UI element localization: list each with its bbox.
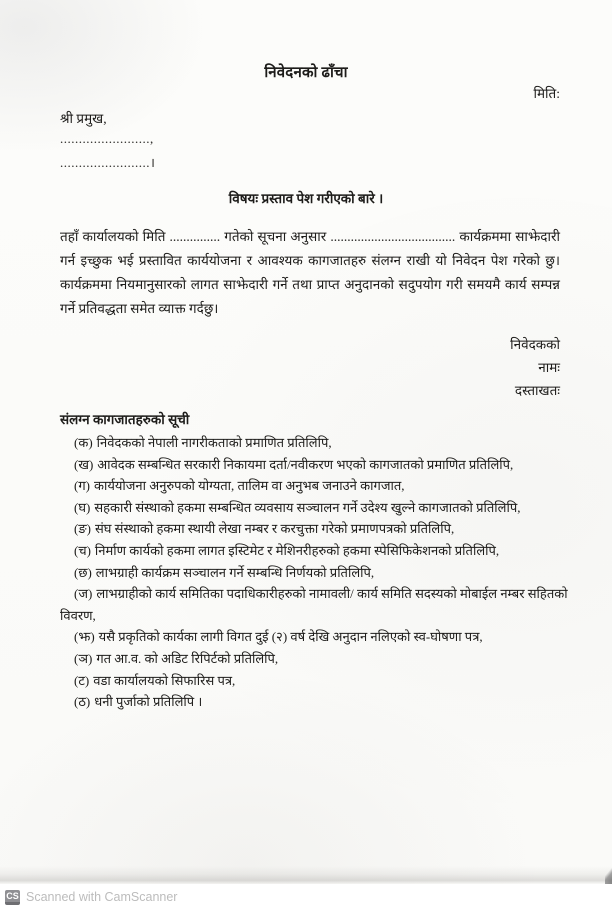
salutation: श्री प्रमुख, (60, 111, 107, 126)
item-text: गत आ.व. को अडिट रिपिर्टको प्रतिलिपि, (96, 650, 279, 666)
attachment-item (60, 691, 568, 713)
item-marker: (ट) (74, 672, 90, 688)
item-marker: (ञ) (74, 650, 93, 666)
item-marker: (घ) (74, 499, 91, 515)
address-blank-line-1: ........................, (60, 131, 154, 146)
item-marker: (क) (74, 435, 93, 450)
attachments-heading: संलग्न कागजातहरुको सूची (60, 412, 190, 427)
item-text: कार्ययोजना अनुरुपको योग्यता, तालिम वा अनुभब जनाउने कागजात, (93, 478, 405, 494)
attachment-item (60, 497, 568, 519)
subject-line: विषयः प्रस्ताव पेश गरीएको बारे । (228, 191, 384, 206)
camscanner-watermark (0, 884, 612, 910)
item-text: यसै प्रकृतिको कार्यका लागी विगत दुई (२) वर्ष देखि अनुदान नलिएको स्व-घोषणा पत्र, (98, 629, 483, 645)
signature-block (510, 333, 560, 402)
item-marker: (ज) (74, 586, 93, 602)
address-blank-line-2: ........................। (60, 155, 156, 170)
applicant-label: निवेदकको (510, 337, 560, 352)
attachment-item (60, 670, 568, 692)
attachments-list (60, 432, 568, 713)
attachment-item (60, 432, 568, 454)
item-text: संघ संस्थाको हकमा स्थायी लेखा नम्बर र करचुक्ता गरेको प्रमाणपत्रको प्रतिलिपि, (94, 521, 455, 537)
item-text: लाभग्राहीको कार्य समितिका पदाधिकारीहरुको नामावली/ कार्य समिति सदस्यको मोबाईल नम्बर सहितको विवरण, (60, 586, 568, 623)
attachment-item (60, 454, 568, 476)
item-marker: (ग) (74, 478, 90, 494)
date-label: मिति: (533, 86, 560, 101)
item-marker: (ङ) (74, 521, 91, 537)
attachment-item (60, 562, 568, 584)
scan-corner-artifact (605, 862, 612, 884)
item-text: आवेदक सम्बन्धित सरकारी निकायमा दर्ता/नवीकरण भएको कागजातको प्रमाणित प्रतिलिपि, (97, 456, 514, 472)
attachment-item (60, 626, 568, 648)
page-title: निवेदनको ढाँचा (264, 65, 348, 81)
camscanner-icon: CS (5, 890, 20, 905)
item-text: सहकारी संस्थाको हकमा सम्बन्धित व्यवसाय सञ्चालन गर्ने उदेश्य खुल्ने कागजातको प्रतिलिपि, (94, 499, 521, 515)
item-text: लाभग्राही कार्यक्रम सञ्चालन गर्ने सम्बन्धि निर्णयको प्रतिलिपि, (95, 564, 375, 580)
applicant-signature-label: दस्ताखतः (514, 383, 560, 398)
item-marker: (च) (74, 542, 91, 558)
attachment-item (60, 518, 568, 540)
applicant-name-label: नामः (538, 360, 560, 375)
item-text: धनी पुर्जाको प्रतिलिपि । (94, 694, 203, 710)
item-marker: (ख) (74, 456, 94, 472)
attachment-item (60, 540, 568, 562)
page-edge-shadow (0, 866, 612, 884)
item-marker: (ठ) (74, 694, 91, 710)
item-marker: (छ) (74, 564, 92, 580)
item-text: निर्माण कार्यको हकमा लागत इस्टिमेट र मेशिनरीहरुको हकमा स्पेसिफिकेशनको प्रतिलिपि, (94, 542, 500, 558)
attachment-item (60, 583, 568, 626)
item-marker: (झ) (74, 629, 95, 645)
body-paragraph: तहाँ कार्यालयको मिति ............... गतेको सूचना अनुसार ..................................... कार्यक्रममा साझेदारी गर्न इच्छुक भई प्रस्तावित कार्ययोजना र आवश्यक कागजातहरु संलग्न राखी यो निवेदन पेश गरेको छु। कार्यक्रममा नियमानुसारको लागत साझेदारी गर्ने तथा प्राप्त अनुदानको सदुपयोग गरी समयमै कार्य सम्पन्न गर्ने प्रतिवद्धता समेत व्याक्त गर्दछु। (60, 229, 560, 316)
attachment-item (60, 475, 568, 497)
attachment-item (60, 648, 568, 670)
item-text: निवेदकको नेपाली नागरीकताको प्रमाणित प्रतिलिपि, (96, 435, 332, 450)
item-text: वडा कार्यालयको सिफारिस पत्र, (93, 672, 236, 688)
watermark-text: Scanned with CamScanner (26, 890, 178, 904)
